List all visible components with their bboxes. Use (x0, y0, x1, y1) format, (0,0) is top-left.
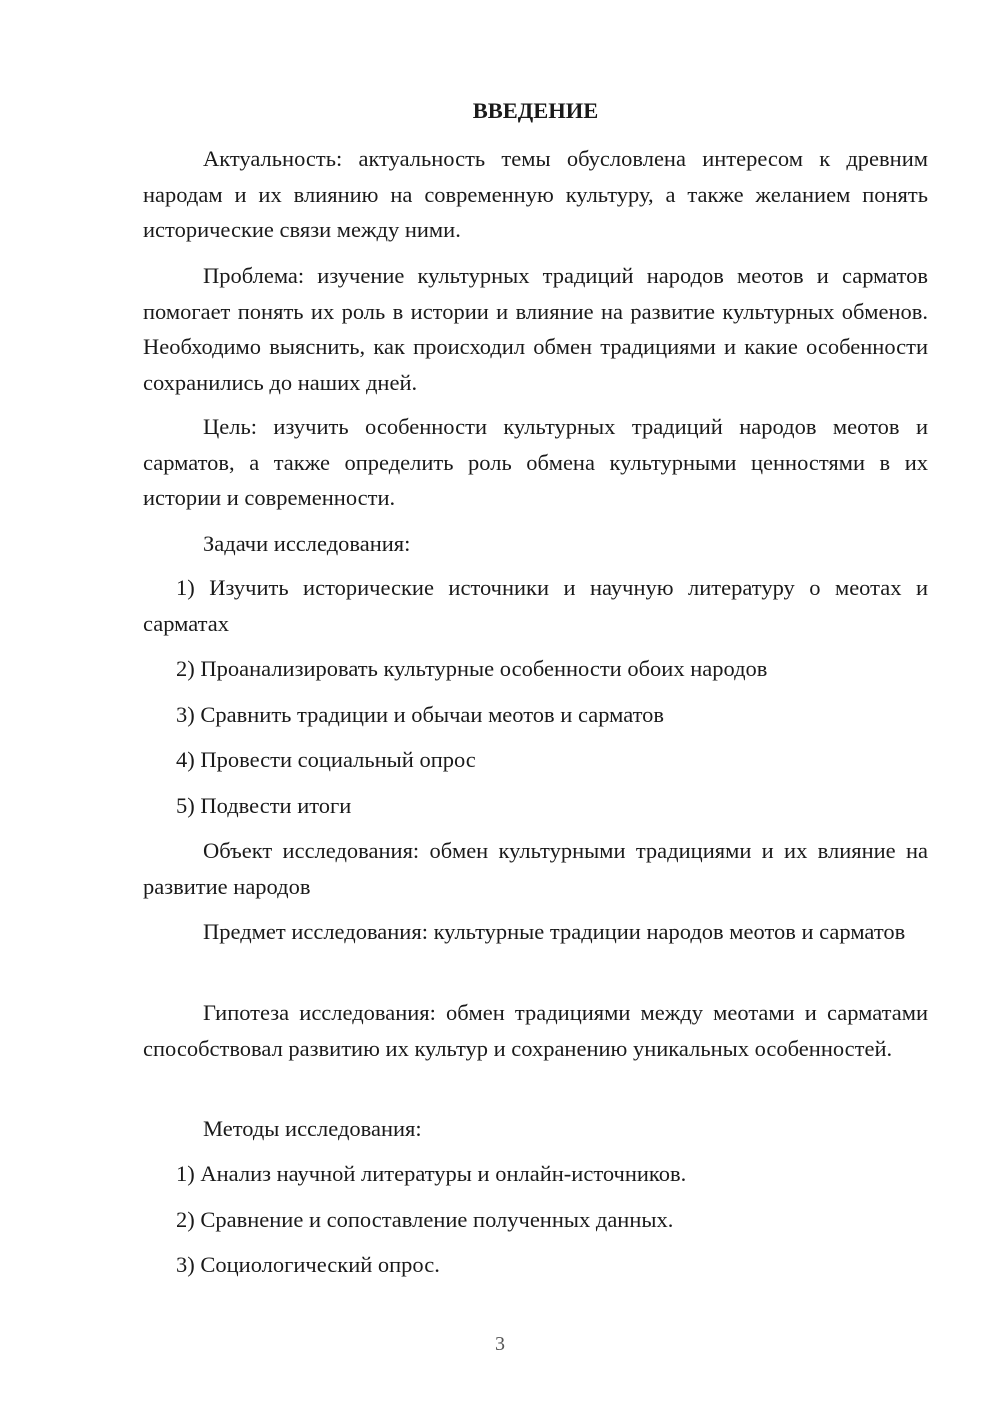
method-item: 3) Социологический опрос. (176, 1252, 440, 1277)
task-item: 3) Сравнить традиции и обычаи меотов и сарматов (176, 702, 665, 727)
method-item: 1) Анализ научной литературы и онлайн-источников. (176, 1161, 687, 1186)
problem-paragraph: Проблема: изучение культурных традиций народов меотов и сарматов помогает понять их роль в истории и влияние на развитие культурных обменов. Необходимо выяснить, как происходил обмен традициями и какие особенности сохранились до наших дней. (143, 263, 928, 395)
page-number: 3 (495, 1333, 505, 1355)
goal-paragraph: Цель: изучить особенности культурных традиций народов меотов и сарматов, а также определить роль обмена культурными ценностями в их истории и современности. (143, 414, 928, 510)
hypothesis-paragraph: Гипотеза исследования: обмен традициями между меотами и сарматами способствовал развитию их культур и сохранению уникальных особенностей. (143, 1000, 928, 1061)
subject-paragraph: Предмет исследования: культурные традиции народов меотов и сарматов (203, 919, 906, 944)
object-paragraph: Объект исследования: обмен культурными традициями и их влияние на развитие народов (143, 838, 928, 899)
task-item: 4) Провести социальный опрос (176, 747, 476, 772)
page-title: ВВЕДЕНИЕ (472, 98, 599, 123)
method-item: 2) Сравнение и сопоставление полученных данных. (176, 1207, 674, 1232)
task-item: 1) Изучить исторические источники и научную литературу о меотах и сарматах (143, 575, 928, 636)
task-item: 2) Проанализировать культурные особенности обоих народов (176, 656, 768, 681)
tasks-heading: Задачи исследования: (203, 531, 411, 556)
relevance-paragraph: Актуальность: актуальность темы обусловлена интересом к древним народам и их влиянию на современную культуру, а также желанием понять исторические связи между ними. (143, 146, 928, 242)
task-item: 5) Подвести итоги (176, 793, 352, 818)
methods-heading: Методы исследования: (203, 1116, 422, 1141)
